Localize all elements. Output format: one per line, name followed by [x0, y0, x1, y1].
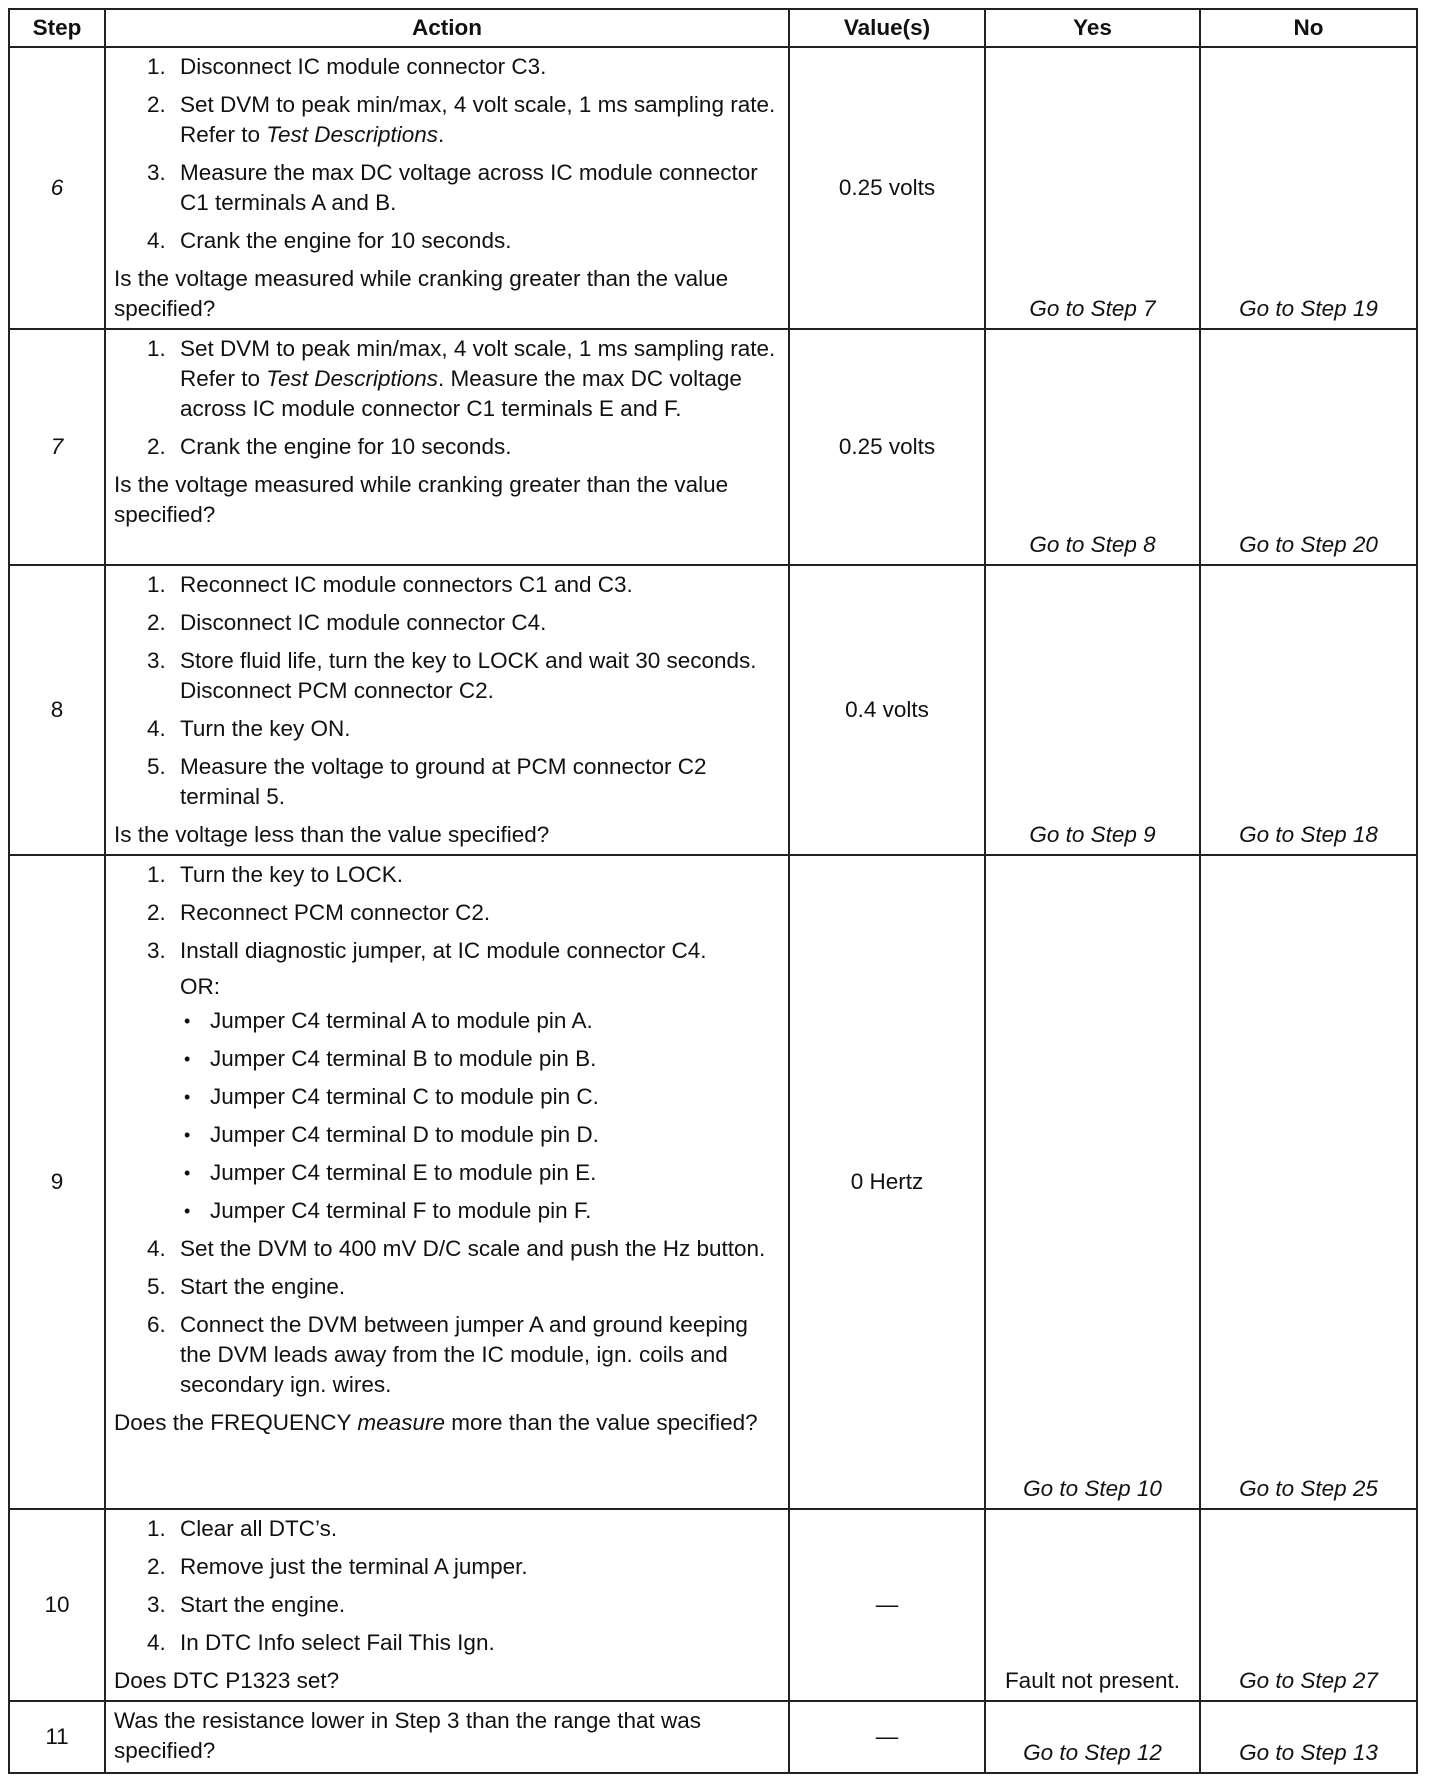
step-number: 6 [9, 47, 105, 329]
no-cell: Go to Step 27 [1200, 1509, 1417, 1701]
action-item: 1. Disconnect IC module connector C3. [172, 52, 782, 82]
table-row [9, 565, 1417, 855]
yes-cell: Go to Step 8 [985, 329, 1200, 565]
yes-cell: Go to Step 7 [985, 47, 1200, 329]
action-item: 2. Crank the engine for 10 seconds. [172, 432, 782, 462]
jumper-item: • Jumper C4 terminal C to module pin C. [180, 1082, 782, 1112]
action-item: 5. Measure the voltage to ground at PCM connector C2 terminal 5. [172, 752, 782, 812]
yes-cell: Go to Step 10 [985, 855, 1200, 1509]
action-cell [105, 1509, 789, 1701]
no-cell: Go to Step 25 [1200, 855, 1417, 1509]
action-list [114, 860, 782, 1400]
action-list [114, 52, 782, 256]
action-question: Was the resistance lower in Step 3 than the range that was specified? [114, 1708, 701, 1763]
no-cell: Go to Step 20 [1200, 329, 1417, 565]
action-item: 4. Crank the engine for 10 seconds. [172, 226, 782, 256]
value-cell: 0.25 volts [789, 329, 985, 565]
table-row [9, 855, 1417, 1509]
value-cell: 0 Hertz [789, 855, 985, 1509]
yes-cell: Go to Step 12 [985, 1701, 1200, 1773]
step-number: 10 [9, 1509, 105, 1701]
action-item: 4. In DTC Info select Fail This Ign. [172, 1628, 782, 1658]
jumper-item: • Jumper C4 terminal D to module pin D. [180, 1120, 782, 1150]
action-question: Is the voltage less than the value specified? [114, 822, 550, 847]
action-item: 3. Measure the max DC voltage across IC module connector C1 terminals A and B. [172, 158, 782, 218]
step-number: 11 [9, 1701, 105, 1773]
action-item: 5. Start the engine. [172, 1272, 782, 1302]
jumper-item: • Jumper C4 terminal F to module pin F. [180, 1196, 782, 1226]
action-cell [105, 1701, 789, 1773]
action-item: 1. Turn the key to LOCK. [172, 860, 782, 890]
action-cell [105, 329, 789, 565]
action-item: 3. Store fluid life, turn the key to LOCK and wait 30 seconds. Disconnect PCM connector C2. [172, 646, 782, 706]
step-number: 7 [9, 329, 105, 565]
header-step: Step [9, 9, 105, 47]
action-item: 3. Install diagnostic jumper, at IC module connector C4. OR: • Jumper C4 terminal A to module pin A. • Jumper C4 terminal B to module pin B. • Jumper C4 terminal C to module pin C. • Jumper C4 terminal D to module pin D. • Jumper C4 terminal E to module pin E. • Jumper C4 terminal F to module pin F. [172, 936, 782, 1226]
action-item: 6. Connect the DVM between jumper A and ground keeping the DVM leads away from the IC module, ign. coils and secondary ign. wires. [172, 1310, 782, 1400]
jumper-item: • Jumper C4 terminal E to module pin E. [180, 1158, 782, 1188]
action-question: Does the FREQUENCY measure more than the value specified? [114, 1410, 758, 1435]
or-label: OR: [180, 974, 221, 999]
action-list [114, 570, 782, 812]
header-yes: Yes [985, 9, 1200, 47]
yes-cell: Go to Step 9 [985, 565, 1200, 855]
jumper-item: • Jumper C4 terminal A to module pin A. [180, 1006, 782, 1036]
value-cell: — [789, 1509, 985, 1701]
header-row [9, 9, 1417, 47]
value-cell: 0.25 volts [789, 47, 985, 329]
table-row [9, 1509, 1417, 1701]
action-item: 1. Reconnect IC module connectors C1 and C3. [172, 570, 782, 600]
action-item: 2. Set DVM to peak min/max, 4 volt scale, 1 ms sampling rate. Refer to Test Descriptions. [172, 90, 782, 150]
value-cell: 0.4 volts [789, 565, 985, 855]
value-cell: — [789, 1701, 985, 1773]
action-item: 1. Clear all DTC’s. [172, 1514, 782, 1544]
header-action: Action [105, 9, 789, 47]
action-cell [105, 855, 789, 1509]
action-item: 2. Remove just the terminal A jumper. [172, 1552, 782, 1582]
action-question: Is the voltage measured while cranking greater than the value specified? [114, 266, 729, 321]
action-question: Does DTC P1323 set? [114, 1668, 340, 1693]
no-cell: Go to Step 19 [1200, 47, 1417, 329]
jumper-list [180, 1006, 782, 1226]
diagnostic-table [8, 8, 1418, 1774]
yes-cell: Fault not present. [985, 1509, 1200, 1701]
action-list [114, 334, 782, 462]
table-row [9, 1701, 1417, 1773]
action-item: 1. Set DVM to peak min/max, 4 volt scale, 1 ms sampling rate. Refer to Test Descriptions. Measure the max DC voltage across IC module connector C1 terminals E and F. [172, 334, 782, 424]
action-cell [105, 565, 789, 855]
action-item: 4. Set the DVM to 400 mV D/C scale and push the Hz button. [172, 1234, 782, 1264]
action-item: 3. Start the engine. [172, 1590, 782, 1620]
table-row [9, 329, 1417, 565]
table-row [9, 47, 1417, 329]
no-cell: Go to Step 13 [1200, 1701, 1417, 1773]
header-values: Value(s) [789, 9, 985, 47]
step-number: 9 [9, 855, 105, 1509]
action-list [114, 1514, 782, 1658]
action-question: Is the voltage measured while cranking greater than the value specified? [114, 472, 729, 527]
action-item: 4. Turn the key ON. [172, 714, 782, 744]
header-no: No [1200, 9, 1417, 47]
jumper-item: • Jumper C4 terminal B to module pin B. [180, 1044, 782, 1074]
action-item: 2. Reconnect PCM connector C2. [172, 898, 782, 928]
action-item: 2. Disconnect IC module connector C4. [172, 608, 782, 638]
step-number: 8 [9, 565, 105, 855]
action-cell [105, 47, 789, 329]
no-cell: Go to Step 18 [1200, 565, 1417, 855]
